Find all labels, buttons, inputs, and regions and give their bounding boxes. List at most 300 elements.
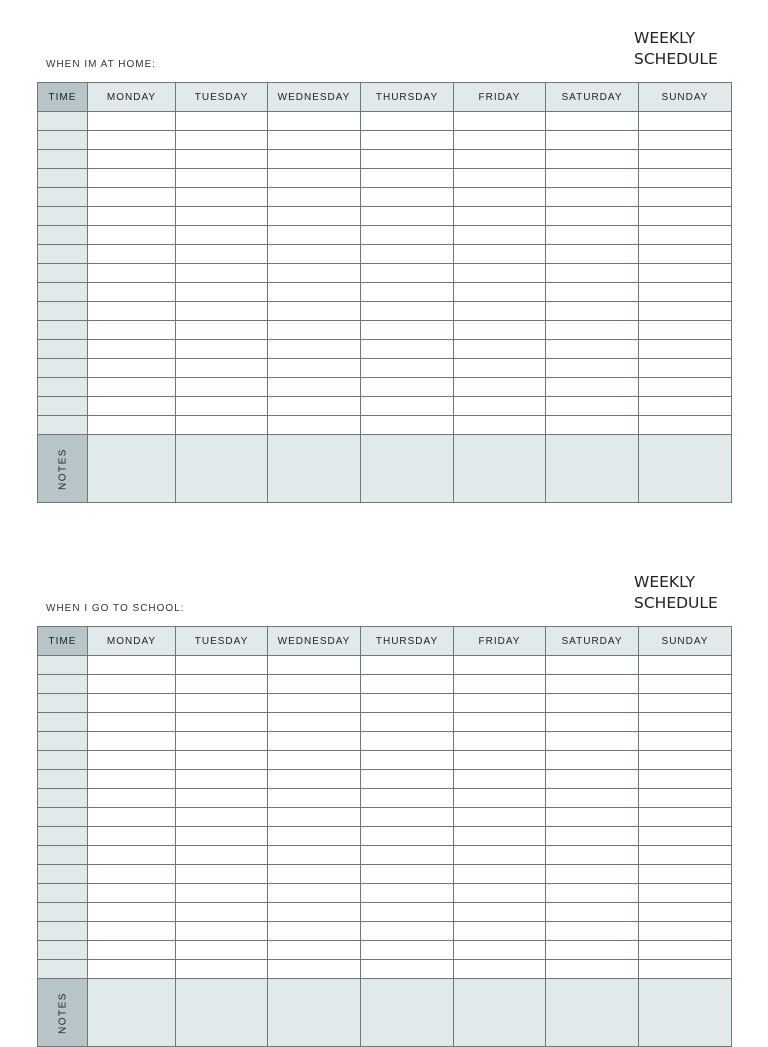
notes-cell-monday[interactable] xyxy=(88,435,176,503)
schedule-cell-friday[interactable] xyxy=(454,359,546,378)
schedule-cell-saturday[interactable] xyxy=(546,359,639,378)
schedule-cell-thursday[interactable] xyxy=(361,112,454,131)
schedule-cell-friday[interactable] xyxy=(454,713,546,732)
schedule-cell-monday[interactable] xyxy=(88,321,176,340)
schedule-cell-sunday[interactable] xyxy=(639,827,732,846)
day-header-wednesday: WEDNESDAY xyxy=(268,83,361,112)
schedule-cell-saturday[interactable] xyxy=(546,378,639,397)
time-cell[interactable] xyxy=(38,713,88,732)
time-cell[interactable] xyxy=(38,675,88,694)
schedule-cell-wednesday[interactable] xyxy=(268,884,361,903)
schedule-cell-sunday[interactable] xyxy=(639,188,732,207)
schedule-cell-sunday[interactable] xyxy=(639,770,732,789)
schedule-cell-thursday[interactable] xyxy=(361,732,454,751)
schedule-cell-friday[interactable] xyxy=(454,283,546,302)
schedule-cell-sunday[interactable] xyxy=(639,675,732,694)
schedule-cell-monday[interactable] xyxy=(88,169,176,188)
schedule-cell-saturday[interactable] xyxy=(546,150,639,169)
time-cell[interactable] xyxy=(38,397,88,416)
schedule-cell-sunday[interactable] xyxy=(639,397,732,416)
time-cell[interactable] xyxy=(38,656,88,675)
schedule-cell-friday[interactable] xyxy=(454,808,546,827)
schedule-cell-thursday[interactable] xyxy=(361,808,454,827)
schedule-row xyxy=(38,169,732,188)
schedule-cell-saturday[interactable] xyxy=(546,732,639,751)
schedule-cell-thursday[interactable] xyxy=(361,226,454,245)
schedule-cell-wednesday[interactable] xyxy=(268,846,361,865)
schedule-cell-thursday[interactable] xyxy=(361,865,454,884)
schedule-cell-saturday[interactable] xyxy=(546,941,639,960)
time-cell[interactable] xyxy=(38,340,88,359)
schedule-cell-wednesday[interactable] xyxy=(268,675,361,694)
schedule-cell-tuesday[interactable] xyxy=(176,694,268,713)
schedule-cell-thursday[interactable] xyxy=(361,416,454,435)
schedule-cell-sunday[interactable] xyxy=(639,302,732,321)
schedule-cell-friday[interactable] xyxy=(454,675,546,694)
schedule-cell-thursday[interactable] xyxy=(361,283,454,302)
schedule-cell-friday[interactable] xyxy=(454,264,546,283)
schedule-cell-friday[interactable] xyxy=(454,150,546,169)
schedule-cell-saturday[interactable] xyxy=(546,131,639,150)
schedule-cell-friday[interactable] xyxy=(454,770,546,789)
schedule-cell-friday[interactable] xyxy=(454,188,546,207)
header-row xyxy=(38,627,732,656)
time-cell[interactable] xyxy=(38,131,88,150)
schedule-cell-wednesday[interactable] xyxy=(268,960,361,979)
schedule-cell-tuesday[interactable] xyxy=(176,397,268,416)
schedule-cell-friday[interactable] xyxy=(454,416,546,435)
time-cell[interactable] xyxy=(38,321,88,340)
schedule-cell-thursday[interactable] xyxy=(361,340,454,359)
schedule-cell-friday[interactable] xyxy=(454,865,546,884)
schedule-cell-monday[interactable] xyxy=(88,397,176,416)
schedule-cell-tuesday[interactable] xyxy=(176,865,268,884)
schedule-cell-sunday[interactable] xyxy=(639,226,732,245)
schedule-cell-friday[interactable] xyxy=(454,226,546,245)
schedule-cell-tuesday[interactable] xyxy=(176,713,268,732)
schedule-row xyxy=(38,302,732,321)
schedule-subtitle: WHEN I GO TO SCHOOL: xyxy=(46,603,185,614)
schedule-cell-wednesday[interactable] xyxy=(268,321,361,340)
schedule-cell-friday[interactable] xyxy=(454,378,546,397)
schedule-cell-monday[interactable] xyxy=(88,283,176,302)
schedule-cell-wednesday[interactable] xyxy=(268,808,361,827)
schedule-cell-monday[interactable] xyxy=(88,789,176,808)
schedule-cell-thursday[interactable] xyxy=(361,922,454,941)
schedule-cell-friday[interactable] xyxy=(454,321,546,340)
schedule-cell-tuesday[interactable] xyxy=(176,675,268,694)
schedule-cell-wednesday[interactable] xyxy=(268,112,361,131)
schedule-cell-monday[interactable] xyxy=(88,922,176,941)
schedule-cell-friday[interactable] xyxy=(454,656,546,675)
schedule-cell-tuesday[interactable] xyxy=(176,226,268,245)
schedule-cell-monday[interactable] xyxy=(88,359,176,378)
day-header-saturday: SATURDAY xyxy=(546,627,639,656)
schedule-cell-monday[interactable] xyxy=(88,713,176,732)
schedule-cell-wednesday[interactable] xyxy=(268,770,361,789)
schedule-cell-tuesday[interactable] xyxy=(176,340,268,359)
time-cell[interactable] xyxy=(38,960,88,979)
schedule-cell-tuesday[interactable] xyxy=(176,321,268,340)
schedule-cell-monday[interactable] xyxy=(88,770,176,789)
schedule-cell-wednesday[interactable] xyxy=(268,922,361,941)
schedule-cell-saturday[interactable] xyxy=(546,694,639,713)
schedule-cell-wednesday[interactable] xyxy=(268,827,361,846)
schedule-cell-friday[interactable] xyxy=(454,960,546,979)
schedule-cell-tuesday[interactable] xyxy=(176,359,268,378)
notes-cell-saturday[interactable] xyxy=(546,979,639,1047)
schedule-cell-wednesday[interactable] xyxy=(268,941,361,960)
schedule-cell-friday[interactable] xyxy=(454,112,546,131)
schedule-cell-sunday[interactable] xyxy=(639,283,732,302)
schedule-cell-saturday[interactable] xyxy=(546,188,639,207)
schedule-cell-thursday[interactable] xyxy=(361,150,454,169)
schedule-cell-thursday[interactable] xyxy=(361,245,454,264)
time-cell[interactable] xyxy=(38,941,88,960)
schedule-cell-friday[interactable] xyxy=(454,884,546,903)
schedule-cell-sunday[interactable] xyxy=(639,131,732,150)
schedule-cell-friday[interactable] xyxy=(454,846,546,865)
schedule-cell-thursday[interactable] xyxy=(361,264,454,283)
time-cell[interactable] xyxy=(38,245,88,264)
schedule-cell-tuesday[interactable] xyxy=(176,941,268,960)
time-cell[interactable] xyxy=(38,922,88,941)
schedule-cell-friday[interactable] xyxy=(454,302,546,321)
schedule-cell-tuesday[interactable] xyxy=(176,169,268,188)
notes-cell-thursday[interactable] xyxy=(361,979,454,1047)
schedule-cell-saturday[interactable] xyxy=(546,416,639,435)
schedule-cell-sunday[interactable] xyxy=(639,245,732,264)
schedule-cell-wednesday[interactable] xyxy=(268,188,361,207)
time-cell[interactable] xyxy=(38,169,88,188)
schedule-cell-wednesday[interactable] xyxy=(268,302,361,321)
time-cell[interactable] xyxy=(38,416,88,435)
schedule-cell-sunday[interactable] xyxy=(639,808,732,827)
schedule-cell-sunday[interactable] xyxy=(639,321,732,340)
schedule-cell-tuesday[interactable] xyxy=(176,112,268,131)
schedule-cell-friday[interactable] xyxy=(454,827,546,846)
schedule-cell-wednesday[interactable] xyxy=(268,131,361,150)
schedule-cell-monday[interactable] xyxy=(88,656,176,675)
schedule-cell-thursday[interactable] xyxy=(361,884,454,903)
schedule-cell-saturday[interactable] xyxy=(546,264,639,283)
schedule-cell-monday[interactable] xyxy=(88,694,176,713)
schedule-cell-monday[interactable] xyxy=(88,264,176,283)
time-cell[interactable] xyxy=(38,827,88,846)
time-cell[interactable] xyxy=(38,150,88,169)
schedule-row xyxy=(38,321,732,340)
schedule-cell-sunday[interactable] xyxy=(639,378,732,397)
schedule-cell-sunday[interactable] xyxy=(639,169,732,188)
schedule-cell-tuesday[interactable] xyxy=(176,131,268,150)
schedule-cell-tuesday[interactable] xyxy=(176,770,268,789)
schedule-cell-sunday[interactable] xyxy=(639,694,732,713)
schedule-cell-monday[interactable] xyxy=(88,340,176,359)
time-cell[interactable] xyxy=(38,789,88,808)
schedule-cell-wednesday[interactable] xyxy=(268,789,361,808)
schedule-cell-wednesday[interactable] xyxy=(268,694,361,713)
schedule-cell-monday[interactable] xyxy=(88,751,176,770)
schedule-cell-friday[interactable] xyxy=(454,789,546,808)
schedule-cell-thursday[interactable] xyxy=(361,188,454,207)
schedule-cell-tuesday[interactable] xyxy=(176,903,268,922)
notes-cell-tuesday[interactable] xyxy=(176,435,268,503)
schedule-cell-monday[interactable] xyxy=(88,245,176,264)
schedule-cell-monday[interactable] xyxy=(88,188,176,207)
schedule-cell-sunday[interactable] xyxy=(639,656,732,675)
time-cell[interactable] xyxy=(38,751,88,770)
schedule-cell-wednesday[interactable] xyxy=(268,340,361,359)
time-cell[interactable] xyxy=(38,112,88,131)
time-cell[interactable] xyxy=(38,732,88,751)
schedule-cell-thursday[interactable] xyxy=(361,656,454,675)
schedule-cell-tuesday[interactable] xyxy=(176,283,268,302)
schedule-cell-sunday[interactable] xyxy=(639,751,732,770)
schedule-cell-sunday[interactable] xyxy=(639,865,732,884)
schedule-cell-thursday[interactable] xyxy=(361,827,454,846)
schedule-cell-wednesday[interactable] xyxy=(268,751,361,770)
notes-cell-monday[interactable] xyxy=(88,979,176,1047)
schedule-cell-wednesday[interactable] xyxy=(268,397,361,416)
schedule-cell-thursday[interactable] xyxy=(361,903,454,922)
schedule-cell-thursday[interactable] xyxy=(361,169,454,188)
schedule-cell-monday[interactable] xyxy=(88,226,176,245)
schedule-row xyxy=(38,188,732,207)
time-cell[interactable] xyxy=(38,226,88,245)
schedule-cell-saturday[interactable] xyxy=(546,960,639,979)
schedule-cell-thursday[interactable] xyxy=(361,207,454,226)
schedule-cell-thursday[interactable] xyxy=(361,675,454,694)
schedule-cell-friday[interactable] xyxy=(454,732,546,751)
schedule-cell-sunday[interactable] xyxy=(639,789,732,808)
schedule-cell-saturday[interactable] xyxy=(546,789,639,808)
schedule-cell-thursday[interactable] xyxy=(361,302,454,321)
schedule-cell-saturday[interactable] xyxy=(546,245,639,264)
schedule-cell-saturday[interactable] xyxy=(546,865,639,884)
schedule-cell-wednesday[interactable] xyxy=(268,150,361,169)
time-cell[interactable] xyxy=(38,884,88,903)
schedule-cell-tuesday[interactable] xyxy=(176,884,268,903)
schedule-cell-monday[interactable] xyxy=(88,112,176,131)
schedule-cell-monday[interactable] xyxy=(88,416,176,435)
schedule-row xyxy=(38,378,732,397)
time-cell[interactable] xyxy=(38,359,88,378)
schedule-cell-saturday[interactable] xyxy=(546,770,639,789)
schedule-cell-tuesday[interactable] xyxy=(176,960,268,979)
schedule-cell-saturday[interactable] xyxy=(546,169,639,188)
time-cell[interactable] xyxy=(38,378,88,397)
schedule-cell-friday[interactable] xyxy=(454,751,546,770)
schedule-cell-monday[interactable] xyxy=(88,675,176,694)
schedule-cell-saturday[interactable] xyxy=(546,656,639,675)
schedule-cell-saturday[interactable] xyxy=(546,112,639,131)
schedule-row xyxy=(38,865,732,884)
schedule-cell-thursday[interactable] xyxy=(361,397,454,416)
schedule-cell-saturday[interactable] xyxy=(546,321,639,340)
schedule-cell-wednesday[interactable] xyxy=(268,416,361,435)
time-cell[interactable] xyxy=(38,302,88,321)
schedule-cell-wednesday[interactable] xyxy=(268,378,361,397)
schedule-cell-wednesday[interactable] xyxy=(268,226,361,245)
time-cell[interactable] xyxy=(38,865,88,884)
schedule-cell-monday[interactable] xyxy=(88,302,176,321)
schedule-cell-monday[interactable] xyxy=(88,941,176,960)
schedule-cell-monday[interactable] xyxy=(88,884,176,903)
schedule-cell-tuesday[interactable] xyxy=(176,245,268,264)
schedule-cell-saturday[interactable] xyxy=(546,827,639,846)
schedule-cell-tuesday[interactable] xyxy=(176,846,268,865)
schedule-cell-tuesday[interactable] xyxy=(176,732,268,751)
schedule-cell-wednesday[interactable] xyxy=(268,656,361,675)
schedule-cell-friday[interactable] xyxy=(454,694,546,713)
day-header-thursday: THURSDAY xyxy=(361,627,454,656)
schedule-cell-wednesday[interactable] xyxy=(268,264,361,283)
schedule-cell-saturday[interactable] xyxy=(546,226,639,245)
schedule-cell-wednesday[interactable] xyxy=(268,245,361,264)
schedule-cell-wednesday[interactable] xyxy=(268,207,361,226)
schedule-cell-saturday[interactable] xyxy=(546,302,639,321)
schedule-cell-friday[interactable] xyxy=(454,903,546,922)
schedule-cell-sunday[interactable] xyxy=(639,416,732,435)
schedule-cell-tuesday[interactable] xyxy=(176,808,268,827)
schedule-cell-sunday[interactable] xyxy=(639,960,732,979)
schedule-cell-sunday[interactable] xyxy=(639,941,732,960)
schedule-cell-tuesday[interactable] xyxy=(176,302,268,321)
schedule-cell-tuesday[interactable] xyxy=(176,827,268,846)
schedule-cell-tuesday[interactable] xyxy=(176,789,268,808)
notes-cell-sunday[interactable] xyxy=(639,435,732,503)
schedule-cell-saturday[interactable] xyxy=(546,903,639,922)
notes-cell-saturday[interactable] xyxy=(546,435,639,503)
schedule-cell-tuesday[interactable] xyxy=(176,378,268,397)
schedule-cell-thursday[interactable] xyxy=(361,941,454,960)
time-cell[interactable] xyxy=(38,903,88,922)
notes-cell-wednesday[interactable] xyxy=(268,979,361,1047)
schedule-cell-sunday[interactable] xyxy=(639,884,732,903)
schedule-cell-thursday[interactable] xyxy=(361,378,454,397)
schedule-cell-wednesday[interactable] xyxy=(268,359,361,378)
schedule-cell-sunday[interactable] xyxy=(639,207,732,226)
schedule-cell-sunday[interactable] xyxy=(639,713,732,732)
schedule-cell-saturday[interactable] xyxy=(546,846,639,865)
notes-cell-sunday[interactable] xyxy=(639,979,732,1047)
schedule-cell-wednesday[interactable] xyxy=(268,865,361,884)
schedule-cell-sunday[interactable] xyxy=(639,264,732,283)
schedule-cell-tuesday[interactable] xyxy=(176,656,268,675)
notes-cell-thursday[interactable] xyxy=(361,435,454,503)
schedule-cell-tuesday[interactable] xyxy=(176,751,268,770)
schedule-cell-friday[interactable] xyxy=(454,207,546,226)
schedule-cell-saturday[interactable] xyxy=(546,397,639,416)
schedule-cell-monday[interactable] xyxy=(88,865,176,884)
schedule-row xyxy=(38,245,732,264)
time-cell[interactable] xyxy=(38,770,88,789)
schedule-cell-wednesday[interactable] xyxy=(268,283,361,302)
time-cell[interactable] xyxy=(38,846,88,865)
schedule-cell-saturday[interactable] xyxy=(546,884,639,903)
notes-cell-friday[interactable] xyxy=(454,979,546,1047)
schedule-cell-tuesday[interactable] xyxy=(176,922,268,941)
schedule-cell-friday[interactable] xyxy=(454,397,546,416)
schedule-cell-saturday[interactable] xyxy=(546,808,639,827)
schedule-cell-wednesday[interactable] xyxy=(268,169,361,188)
schedule-cell-tuesday[interactable] xyxy=(176,207,268,226)
schedule-cell-tuesday[interactable] xyxy=(176,188,268,207)
schedule-cell-friday[interactable] xyxy=(454,245,546,264)
time-cell[interactable] xyxy=(38,207,88,226)
schedule-cell-tuesday[interactable] xyxy=(176,416,268,435)
schedule-cell-friday[interactable] xyxy=(454,340,546,359)
schedule-cell-sunday[interactable] xyxy=(639,732,732,751)
schedule-cell-sunday[interactable] xyxy=(639,922,732,941)
schedule-cell-saturday[interactable] xyxy=(546,340,639,359)
schedule-cell-sunday[interactable] xyxy=(639,150,732,169)
schedule-cell-monday[interactable] xyxy=(88,903,176,922)
schedule-cell-thursday[interactable] xyxy=(361,131,454,150)
schedule-cell-saturday[interactable] xyxy=(546,675,639,694)
schedule-cell-wednesday[interactable] xyxy=(268,732,361,751)
schedule-cell-monday[interactable] xyxy=(88,827,176,846)
schedule-cell-monday[interactable] xyxy=(88,732,176,751)
schedule-cell-monday[interactable] xyxy=(88,131,176,150)
schedule-cell-thursday[interactable] xyxy=(361,789,454,808)
schedule-cell-sunday[interactable] xyxy=(639,903,732,922)
schedule-cell-thursday[interactable] xyxy=(361,770,454,789)
schedule-cell-wednesday[interactable] xyxy=(268,713,361,732)
schedule-cell-monday[interactable] xyxy=(88,150,176,169)
schedule-cell-monday[interactable] xyxy=(88,207,176,226)
schedule-cell-sunday[interactable] xyxy=(639,340,732,359)
schedule-cell-thursday[interactable] xyxy=(361,846,454,865)
schedule-cell-tuesday[interactable] xyxy=(176,150,268,169)
schedule-cell-thursday[interactable] xyxy=(361,960,454,979)
time-cell[interactable] xyxy=(38,188,88,207)
schedule-cell-thursday[interactable] xyxy=(361,694,454,713)
schedule-cell-wednesday[interactable] xyxy=(268,903,361,922)
schedule-cell-sunday[interactable] xyxy=(639,112,732,131)
schedule-cell-thursday[interactable] xyxy=(361,359,454,378)
schedule-cell-thursday[interactable] xyxy=(361,713,454,732)
schedule-cell-sunday[interactable] xyxy=(639,359,732,378)
time-cell[interactable] xyxy=(38,283,88,302)
schedule-cell-saturday[interactable] xyxy=(546,922,639,941)
schedule-cell-saturday[interactable] xyxy=(546,207,639,226)
schedule-cell-friday[interactable] xyxy=(454,169,546,188)
time-cell[interactable] xyxy=(38,264,88,283)
schedule-cell-monday[interactable] xyxy=(88,378,176,397)
notes-cell-wednesday[interactable] xyxy=(268,435,361,503)
time-cell[interactable] xyxy=(38,808,88,827)
schedule-row xyxy=(38,903,732,922)
schedule-cell-saturday[interactable] xyxy=(546,283,639,302)
schedule-cell-thursday[interactable] xyxy=(361,751,454,770)
schedule-cell-monday[interactable] xyxy=(88,960,176,979)
schedule-cell-monday[interactable] xyxy=(88,846,176,865)
time-cell[interactable] xyxy=(38,694,88,713)
notes-cell-tuesday[interactable] xyxy=(176,979,268,1047)
schedule-row xyxy=(38,751,732,770)
schedule-cell-saturday[interactable] xyxy=(546,751,639,770)
schedule-cell-sunday[interactable] xyxy=(639,846,732,865)
schedule-cell-tuesday[interactable] xyxy=(176,264,268,283)
notes-cell-friday[interactable] xyxy=(454,435,546,503)
schedule-cell-friday[interactable] xyxy=(454,941,546,960)
schedule-cell-friday[interactable] xyxy=(454,922,546,941)
schedule-cell-monday[interactable] xyxy=(88,808,176,827)
schedule-cell-friday[interactable] xyxy=(454,131,546,150)
schedule-cell-thursday[interactable] xyxy=(361,321,454,340)
schedule-cell-saturday[interactable] xyxy=(546,713,639,732)
